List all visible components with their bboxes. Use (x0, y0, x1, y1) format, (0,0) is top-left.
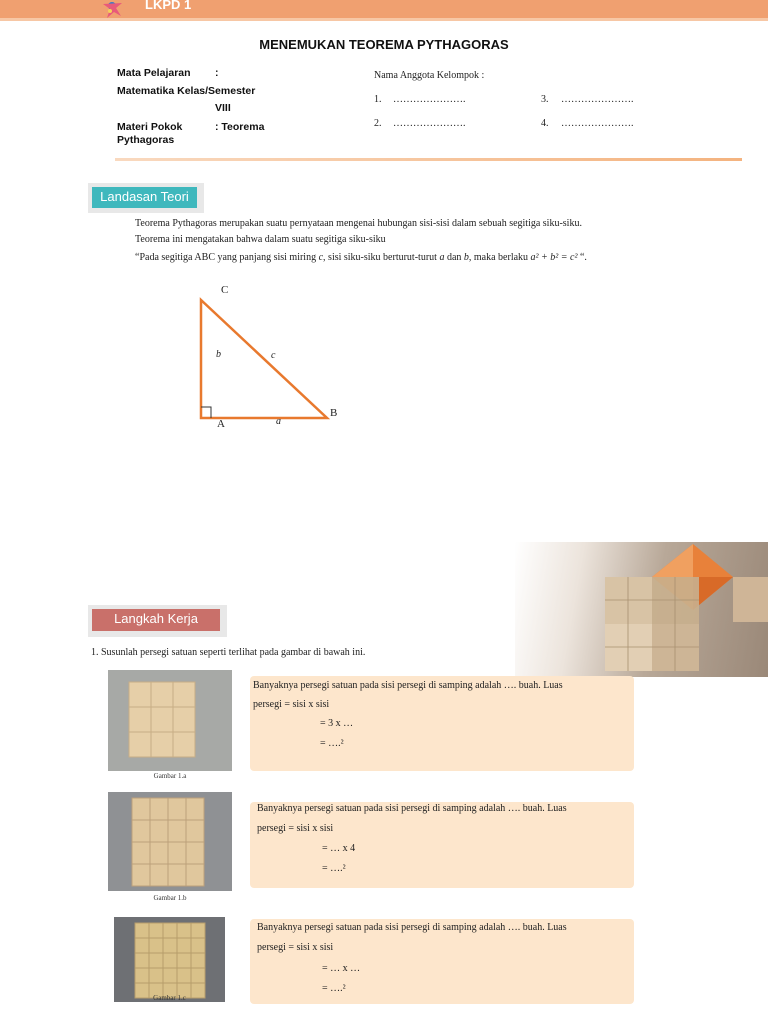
teori-line-1: Teorema Pythagoras merupakan suatu pernyataan mengenai hubungan sisi-sisi dalam sebuah segitiga siku-siku. (135, 218, 582, 229)
tangram-shapes (515, 542, 768, 677)
section-divider (115, 158, 742, 161)
card-2-line-2: persegi = sisi x sisi (257, 823, 334, 834)
card-2-line-3[interactable]: = … x 4 (322, 843, 356, 854)
step-1-text: 1. Susunlah persegi satuan seperti terlihat pada gambar di bawah ini. (91, 647, 366, 658)
member-field[interactable]: …………………. (561, 118, 634, 129)
caption-gambar-1c: Gambar 1.c (153, 994, 186, 1002)
pythagoras-formula: a² + b² = c² (530, 252, 578, 263)
kelompok-label: Nama Anggota Kelompok : (374, 70, 485, 81)
side-c-label: c (271, 350, 276, 361)
landasan-heading: Landasan Teori (100, 189, 189, 204)
card-2-line-1: Banyaknya persegi satuan pada sisi persegi di samping adalah …. buah. Luas (257, 803, 567, 814)
teori-line-3: “Pada segitiga ABC yang panjang sisi miring c, sisi siku-siku berturut-turut a dan b, maka berlaku a² + b² = c² “. (135, 252, 587, 263)
member-field[interactable]: …………………. (393, 118, 466, 129)
materi-label: Materi Pokok (117, 121, 183, 133)
tiles-4x4 (108, 792, 232, 891)
mapel-colon: : (215, 67, 219, 79)
caption-gambar-1a: Gambar 1.a (153, 772, 187, 780)
triangle-diagram (190, 280, 350, 430)
tiles-3x3 (108, 670, 232, 771)
right-angle-mark (201, 407, 211, 418)
kelas-label: Matematika Kelas/Semester (117, 85, 256, 97)
member-num: 1. (374, 94, 382, 105)
vertex-b-label: B (330, 407, 338, 419)
member-field[interactable]: …………………. (561, 94, 634, 105)
materi-value-2: Pythagoras (117, 134, 175, 146)
photo-gambar-1b (108, 792, 232, 891)
tiles-5x5 (114, 917, 225, 1002)
caption-gambar-1b: Gambar 1.b (153, 894, 187, 902)
mapel-label: Mata Pelajaran (117, 67, 191, 79)
member-field[interactable]: …………………. (393, 94, 466, 105)
mascot-icon (98, 0, 126, 20)
side-a-label: a (276, 416, 281, 427)
kelas-value: VIII (215, 102, 231, 114)
teori-line-2: Teorema ini mengatakan bahwa dalam suatu segitiga siku-siku (135, 234, 386, 245)
answer-card-2 (250, 802, 634, 888)
tangram-photo (515, 542, 768, 677)
card-3-line-1: Banyaknya persegi satuan pada sisi persegi di samping adalah …. buah. Luas (257, 922, 567, 933)
member-num: 3. (541, 94, 549, 105)
card-3-line-4[interactable]: = ….² (322, 983, 346, 994)
vertex-c-label: C (221, 284, 229, 296)
photo-gambar-1a (108, 670, 232, 771)
photo-gambar-1c (114, 917, 225, 1002)
member-num: 4. (541, 118, 549, 129)
langkah-heading: Langkah Kerja (114, 611, 198, 626)
card-1-line-3[interactable]: = 3 x … (320, 718, 354, 729)
card-3-line-2: persegi = sisi x sisi (257, 942, 334, 953)
member-num: 2. (374, 118, 382, 129)
card-2-line-4[interactable]: = ….² (322, 863, 346, 874)
side-b-label: b (216, 349, 221, 360)
vertex-a-label: A (217, 418, 225, 430)
card-1-line-1: Banyaknya persegi satuan pada sisi persegi di samping adalah …. buah. Luas (253, 680, 563, 691)
lkpd-label: LKPD 1 (145, 0, 192, 12)
materi-value: : Teorema (215, 121, 265, 133)
card-1-line-2: persegi = sisi x sisi (253, 699, 330, 710)
card-1-line-4[interactable]: = ….² (320, 738, 344, 749)
card-3-line-3[interactable]: = … x … (322, 963, 361, 974)
page-title: MENEMUKAN TEOREMA PYTHAGORAS (259, 37, 509, 52)
